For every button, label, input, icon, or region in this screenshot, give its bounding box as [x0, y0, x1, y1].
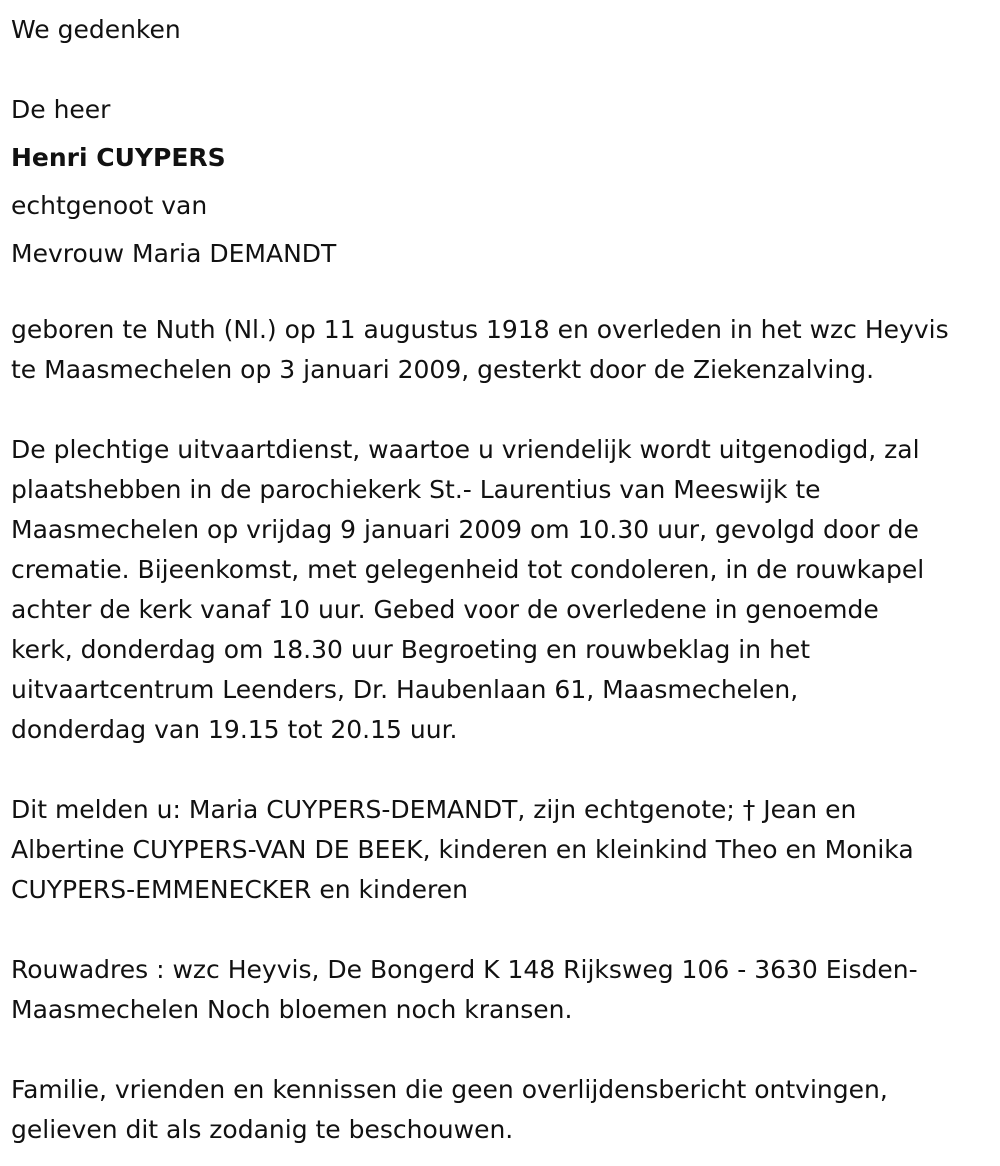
closing-paragraph	[11, 1070, 991, 1150]
paragraph-line: kerk, donderdag om 18.30 uur Begroeting en rouwbeklag in het	[11, 635, 811, 664]
paragraph-line: Maasmechelen Noch bloemen noch kransen.	[11, 995, 573, 1024]
announcement-paragraph	[11, 790, 991, 910]
paragraph-line: Rouwadres : wzc Heyvis, De Bongerd K 148 Rijksweg 106 - 3630 Eisden-	[11, 955, 918, 984]
paragraph-line: geboren te Nuth (Nl.) op 11 augustus 1918 en overleden in het wzc Heyvis	[11, 315, 949, 344]
spacer	[11, 54, 991, 86]
service-paragraph	[11, 430, 991, 750]
spacer	[11, 910, 991, 950]
paragraph-line: Albertine CUYPERS-VAN DE BEEK, kinderen en kleinkind Theo en Monika	[11, 835, 914, 864]
title-prefix: De heer	[11, 95, 111, 124]
paragraph-line: uitvaartcentrum Leenders, Dr. Haubenlaan 61, Maasmechelen,	[11, 675, 799, 704]
spacer	[11, 750, 991, 790]
paragraph-line: plaatshebben in de parochiekerk St.- Laurentius van Meeswijk te	[11, 475, 821, 504]
paragraph-line: te Maasmechelen op 3 januari 2009, gesterkt door de Ziekenzalving.	[11, 355, 875, 384]
address-paragraph	[11, 950, 991, 1030]
spacer	[11, 1030, 991, 1070]
paragraph-line: donderdag van 19.15 tot 20.15 uur.	[11, 715, 458, 744]
paragraph-line: achter de kerk vanaf 10 uur. Gebed voor de overledene in genoemde	[11, 595, 879, 624]
deceased-name: Henri CUYPERS	[11, 143, 226, 172]
paragraph-line: gelieven dit als zodanig te beschouwen.	[11, 1115, 514, 1144]
paragraph-line: CUYPERS-EMMENECKER en kinderen	[11, 875, 468, 904]
relation-text: echtgenoot van	[11, 191, 208, 220]
spouse-name: Mevrouw Maria DEMANDT	[11, 239, 337, 268]
spacer	[11, 390, 991, 430]
birth-death-paragraph	[11, 310, 991, 390]
paragraph-line: Maasmechelen op vrijdag 9 januari 2009 om 10.30 uur, gevolgd door de	[11, 515, 919, 544]
spacer	[11, 278, 991, 310]
notice-heading: We gedenken	[11, 15, 181, 44]
obituary-notice	[11, 6, 991, 1150]
paragraph-line: Dit melden u: Maria CUYPERS-DEMANDT, zijn echtgenote; † Jean en	[11, 795, 857, 824]
paragraph-line: crematie. Bijeenkomst, met gelegenheid tot condoleren, in de rouwkapel	[11, 555, 925, 584]
paragraph-line: Familie, vrienden en kennissen die geen overlijdensbericht ontvingen,	[11, 1075, 888, 1104]
paragraph-line: De plechtige uitvaartdienst, waartoe u vriendelijk wordt uitgenodigd, zal	[11, 435, 920, 464]
